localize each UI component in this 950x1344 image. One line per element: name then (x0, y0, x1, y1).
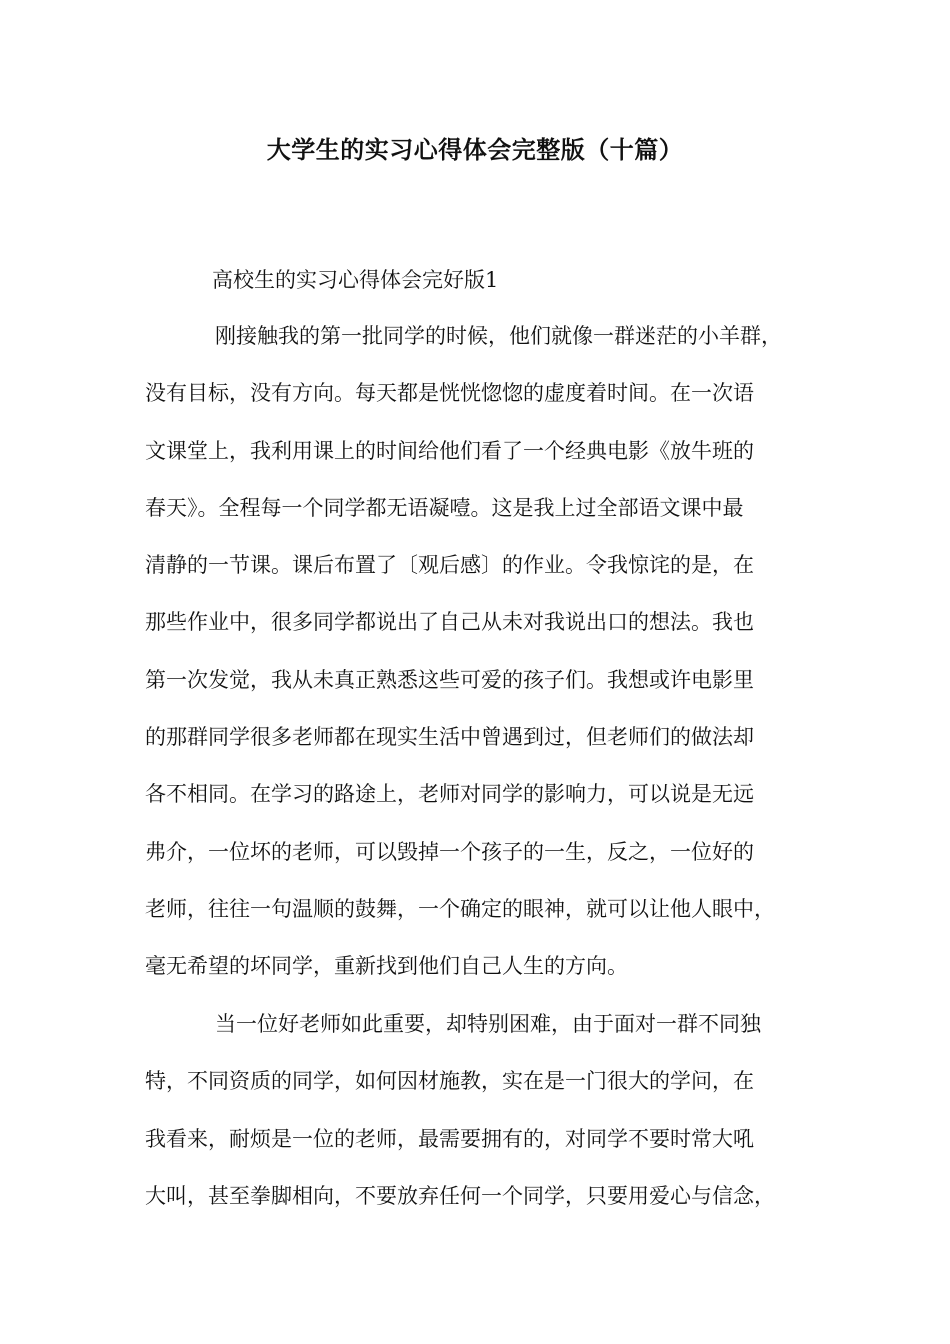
document-title: 大学生的实习心得体会完整版（十篇） (266, 135, 684, 164)
paragraph-line: 没有目标，没有方向。每天都是恍恍惚惚的虚度着时间。在一次语 (145, 381, 754, 406)
paragraph-line: 文课堂上，我利用课上的时间给他们看了一个经典电影《放牛班的 (145, 438, 754, 463)
paragraph-line: 春天》。全程每一个同学都无语凝噎。这是我上过全部语文课中最 (145, 495, 744, 520)
section-heading: 高校生的实习心得体会完好版1 (212, 268, 499, 292)
paragraph-line: 弗介，一位坏的老师，可以毁掉一个孩子的一生，反之，一位好的 (145, 839, 754, 864)
paragraph-line: 毫无希望的坏同学，重新找到他们自己人生的方向。 (145, 954, 628, 979)
paragraph-line: 刚接触我的第一批同学的时候，他们就像一群迷茫的小羊群， (215, 324, 782, 348)
paragraph-line: 第一次发觉，我从未真正熟悉这些可爱的孩子们。我想或许电影里 (145, 667, 754, 692)
paragraph-1 (145, 318, 825, 1006)
paragraph-line: 清静的一节课。课后布置了〔观后感〕的作业。令我惊诧的是，在 (145, 553, 754, 578)
paragraph-line: 的那群同学很多老师都在现实生活中曾遇到过，但老师们的做法却 (145, 725, 754, 750)
paragraph-line: 我看来，耐烦是一位的老师，最需要拥有的，对同学不要时常大吼 (145, 1126, 754, 1151)
paragraph-line: 特，不同资质的同学，如何因材施教，实在是一门很大的学问，在 (145, 1069, 754, 1094)
paragraph-line: 当一位好老师如此重要，却特别困难，由于面对一群不同独 (215, 1012, 761, 1036)
paragraph-line: 大叫，甚至拳脚相向，不要放弃任何一个同学，只要用爱心与信念， (145, 1183, 775, 1208)
paragraph-line: 各不相同。在学习的路途上，老师对同学的影响力，可以说是无远 (145, 782, 754, 807)
paragraph-2 (145, 1006, 825, 1235)
paragraph-line: 老师，往往一句温顺的鼓舞，一个确定的眼神，就可以让他人眼中， (145, 896, 775, 921)
paragraph-line: 那些作业中，很多同学都说出了自己从未对我说出口的想法。我也 (145, 610, 754, 635)
